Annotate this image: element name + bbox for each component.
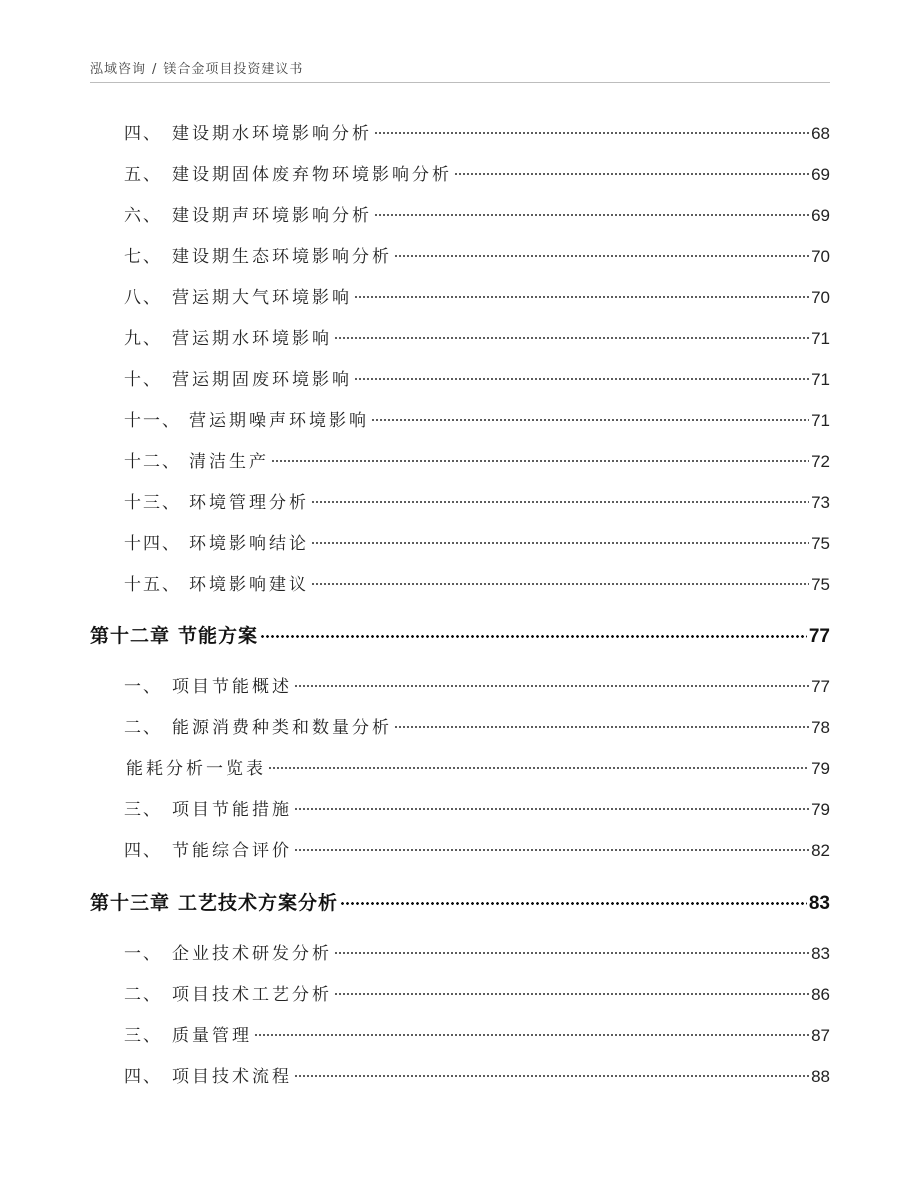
dot-leader bbox=[294, 846, 809, 852]
toc-entry-page: 69 bbox=[811, 165, 830, 184]
toc-entry-number: 四、 bbox=[124, 1067, 162, 1087]
toc-entry-page: 82 bbox=[811, 841, 830, 860]
dot-leader bbox=[334, 334, 809, 340]
toc-entry[interactable] bbox=[90, 532, 830, 556]
dot-leader bbox=[294, 1072, 809, 1078]
toc-entry[interactable] bbox=[90, 839, 830, 863]
toc-entry-number: 三、 bbox=[124, 1026, 162, 1046]
toc-entry[interactable] bbox=[90, 450, 830, 474]
toc-entry-title: 环境管理分析 bbox=[189, 493, 309, 513]
toc-entry-number: 一、 bbox=[124, 944, 162, 964]
toc-entry[interactable] bbox=[90, 1065, 830, 1089]
toc-entry-number: 一、 bbox=[124, 677, 162, 697]
toc-entry-title: 能源消费种类和数量分析 bbox=[172, 718, 392, 738]
dot-leader bbox=[334, 949, 809, 955]
toc-entry-page: 75 bbox=[811, 575, 830, 594]
toc-entry-title: 环境影响建议 bbox=[189, 575, 309, 595]
dot-leader bbox=[374, 211, 809, 217]
toc-entry[interactable] bbox=[90, 409, 830, 433]
dot-leader bbox=[371, 416, 809, 422]
toc-entry-title: 营运期大气环境影响 bbox=[172, 288, 352, 308]
toc-entry-page: 69 bbox=[811, 206, 830, 225]
dot-leader bbox=[340, 899, 807, 905]
toc-entry-number: 九、 bbox=[124, 329, 162, 349]
toc-entry-page: 71 bbox=[811, 411, 830, 430]
toc-entry-number: 五、 bbox=[124, 165, 162, 185]
toc-entry[interactable] bbox=[90, 573, 830, 597]
toc-entry-title: 能耗分析一览表 bbox=[126, 759, 266, 779]
dot-leader bbox=[334, 990, 809, 996]
chapter-title: 节能方案 bbox=[178, 625, 259, 647]
toc-entry-title: 质量管理 bbox=[172, 1026, 252, 1046]
toc-entry[interactable] bbox=[90, 716, 830, 740]
toc-entry-number: 十一、 bbox=[124, 411, 181, 431]
toc-entry[interactable] bbox=[90, 798, 830, 822]
toc-entry-page: 77 bbox=[811, 677, 830, 696]
toc-entry-title: 项目节能措施 bbox=[172, 800, 292, 820]
dot-leader bbox=[311, 539, 809, 545]
toc-entry-title: 清洁生产 bbox=[189, 452, 269, 472]
toc-entry-number: 十三、 bbox=[124, 493, 181, 513]
toc-entry-page: 88 bbox=[811, 1067, 830, 1086]
dot-leader bbox=[394, 252, 809, 258]
toc-entry-number: 八、 bbox=[124, 288, 162, 308]
dot-leader bbox=[354, 293, 809, 299]
toc-entry-title: 项目技术流程 bbox=[172, 1067, 292, 1087]
dot-leader bbox=[374, 129, 809, 135]
toc-entry-page: 71 bbox=[811, 370, 830, 389]
dot-leader bbox=[260, 632, 807, 638]
toc-entry-page: 78 bbox=[811, 718, 830, 737]
toc-entry-title: 营运期固废环境影响 bbox=[172, 370, 352, 390]
toc-entry-page: 86 bbox=[811, 985, 830, 1004]
dot-leader bbox=[268, 764, 809, 770]
toc-entry[interactable] bbox=[90, 245, 830, 269]
toc-entry-page: 71 bbox=[811, 329, 830, 348]
dot-leader bbox=[294, 682, 809, 688]
toc-entry-title: 营运期水环境影响 bbox=[172, 329, 332, 349]
toc-entry-title: 建设期生态环境影响分析 bbox=[172, 247, 392, 267]
toc-entry-page: 87 bbox=[811, 1026, 830, 1045]
toc-entry-number: 三、 bbox=[124, 800, 162, 820]
dot-leader bbox=[254, 1031, 809, 1037]
toc-entry-page: 73 bbox=[811, 493, 830, 512]
dot-leader bbox=[311, 498, 809, 504]
chapter-page: 83 bbox=[808, 893, 830, 914]
dot-leader bbox=[271, 457, 809, 463]
dot-leader bbox=[454, 170, 809, 176]
toc-entry-title: 项目节能概述 bbox=[172, 677, 292, 697]
chapter-title: 工艺技术方案分析 bbox=[178, 892, 339, 914]
toc-entry-number: 二、 bbox=[124, 718, 162, 738]
toc-entry-page: 70 bbox=[811, 288, 830, 307]
toc-entry-title: 环境影响结论 bbox=[189, 534, 309, 554]
toc-entry-page: 79 bbox=[811, 800, 830, 819]
toc-entry[interactable] bbox=[90, 286, 830, 310]
toc-entry-title: 建设期声环境影响分析 bbox=[172, 206, 372, 226]
toc-entry[interactable] bbox=[90, 675, 830, 699]
chapter-number: 第十二章 bbox=[90, 625, 171, 647]
dot-leader bbox=[311, 580, 809, 586]
toc-entry-page: 83 bbox=[811, 944, 830, 963]
toc-entry-number: 四、 bbox=[124, 841, 162, 861]
toc-entry[interactable] bbox=[90, 983, 830, 1007]
toc-entry-number: 十二、 bbox=[124, 452, 181, 472]
toc-entry[interactable] bbox=[90, 163, 830, 187]
toc-entry[interactable] bbox=[90, 491, 830, 515]
toc-entry[interactable] bbox=[90, 204, 830, 228]
toc-entry[interactable] bbox=[90, 327, 830, 351]
toc-entry-number: 二、 bbox=[124, 985, 162, 1005]
header-doc-title: 镁合金项目投资建议书 bbox=[163, 62, 304, 77]
header-separator: / bbox=[152, 62, 158, 77]
toc-entry-page: 68 bbox=[811, 124, 830, 143]
toc-entry-number: 六、 bbox=[124, 206, 162, 226]
header-company: 泓域咨询 bbox=[90, 62, 147, 77]
toc-entry-page: 79 bbox=[811, 759, 830, 778]
toc-entry-title: 项目技术工艺分析 bbox=[172, 985, 332, 1005]
toc-entry-number: 十、 bbox=[124, 370, 162, 390]
chapter-page: 77 bbox=[808, 626, 830, 647]
toc-entry-title: 营运期噪声环境影响 bbox=[189, 411, 369, 431]
toc-entry-page: 72 bbox=[811, 452, 830, 471]
toc-entry-page: 70 bbox=[811, 247, 830, 266]
dot-leader bbox=[394, 723, 809, 729]
dot-leader bbox=[354, 375, 809, 381]
toc-entry-title: 建设期水环境影响分析 bbox=[172, 124, 372, 144]
toc-entry-title: 企业技术研发分析 bbox=[172, 944, 332, 964]
chapter-number: 第十三章 bbox=[90, 892, 171, 914]
toc-entry[interactable] bbox=[90, 368, 830, 392]
toc-entry[interactable] bbox=[90, 942, 830, 966]
toc-chapter-12[interactable] bbox=[90, 624, 830, 648]
toc-entry[interactable] bbox=[90, 122, 830, 146]
toc-entry-title: 建设期固体废弃物环境影响分析 bbox=[172, 165, 452, 185]
toc-entry-number: 四、 bbox=[124, 124, 162, 144]
dot-leader bbox=[294, 805, 809, 811]
toc-entry[interactable] bbox=[90, 757, 830, 781]
toc-chapter-13[interactable] bbox=[90, 891, 830, 915]
toc-entry-number: 七、 bbox=[124, 247, 162, 267]
toc-entry-title: 节能综合评价 bbox=[172, 841, 292, 861]
toc-entry[interactable] bbox=[90, 1024, 830, 1048]
toc-entry-number: 十四、 bbox=[124, 534, 181, 554]
toc-entry-number: 十五、 bbox=[124, 575, 181, 595]
toc-entry-page: 75 bbox=[811, 534, 830, 553]
